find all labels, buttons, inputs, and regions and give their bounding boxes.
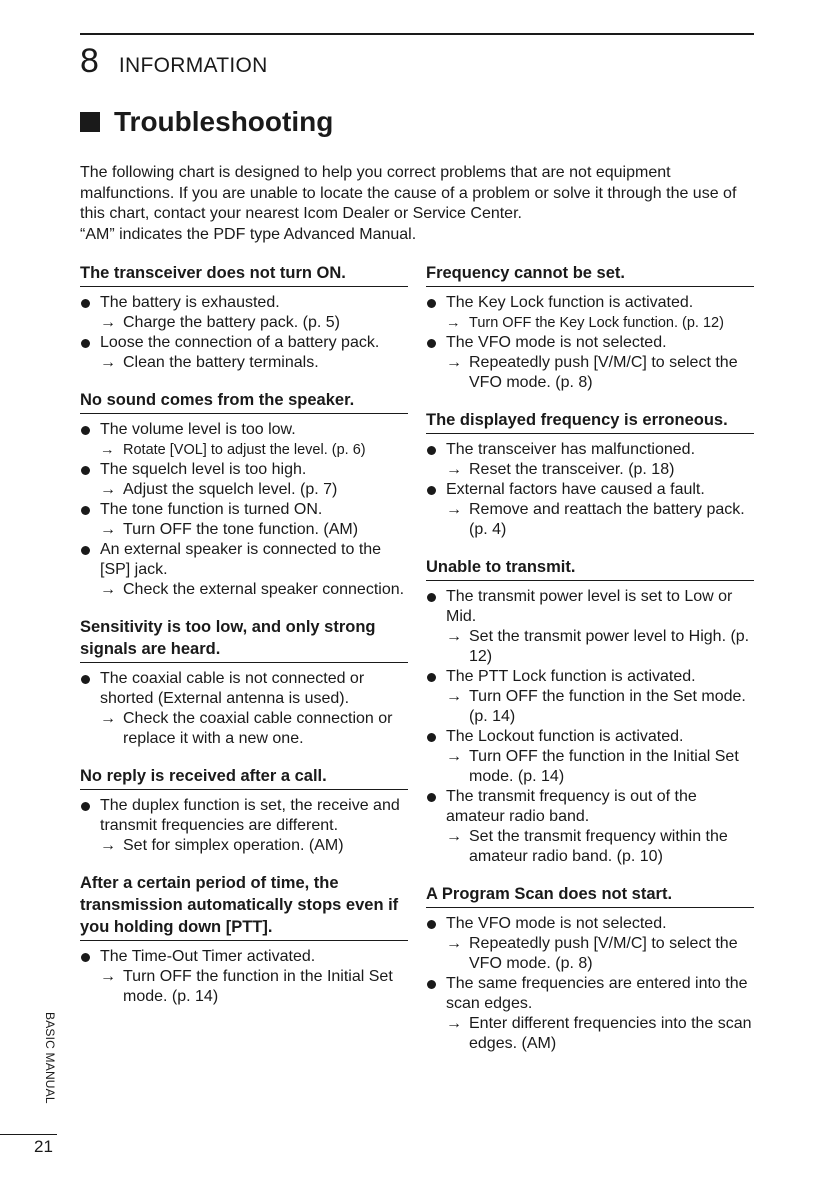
cause-item xyxy=(80,669,408,749)
chapter-number: 8 xyxy=(80,42,99,80)
remedy-text xyxy=(446,313,754,333)
cause-text: The Time-Out Timer activated. xyxy=(100,948,316,965)
cause-list xyxy=(426,440,754,540)
remedy-text xyxy=(446,353,754,393)
arrow-icon: → xyxy=(100,837,116,854)
page-number: 21 xyxy=(34,1137,53,1156)
remedy-label: Set the transmit power level to High. (p. 12) xyxy=(469,628,750,665)
cause-item xyxy=(80,333,408,373)
cause-list xyxy=(80,293,408,373)
issue-title: No reply is received after a call. xyxy=(80,765,408,790)
issue-title: After a certain period of time, the transmission automatically stops even if you holding down [PTT]. xyxy=(80,872,408,941)
cause-item xyxy=(80,540,408,600)
remedy-label: Turn OFF the tone function. (AM) xyxy=(123,521,359,538)
bullet-icon xyxy=(81,299,90,308)
issue-block xyxy=(426,409,754,540)
issue-title: The transceiver does not turn ON. xyxy=(80,262,408,287)
remedy-label: Reset the transceiver. (p. 18) xyxy=(469,461,675,478)
right-column xyxy=(426,262,754,1070)
cause-item xyxy=(426,587,754,667)
square-bullet-icon xyxy=(80,112,100,132)
cause-item xyxy=(80,293,408,333)
issue-block xyxy=(426,883,754,1054)
remedy-label: Adjust the squelch level. (p. 7) xyxy=(123,481,338,498)
cause-item xyxy=(426,787,754,867)
bullet-icon xyxy=(81,802,90,811)
bullet-icon xyxy=(81,506,90,515)
remedy-text xyxy=(100,580,408,600)
intro-note: “AM” indicates the PDF type Advanced Manual. xyxy=(80,225,417,243)
remedy-text xyxy=(446,934,754,974)
cause-text: External factors have caused a fault. xyxy=(446,481,705,498)
cause-list xyxy=(426,914,754,1054)
bullet-icon xyxy=(81,339,90,348)
cause-item xyxy=(80,420,408,460)
cause-text: The VFO mode is not selected. xyxy=(446,915,667,932)
bullet-icon xyxy=(81,953,90,962)
remedy-label: Set the transmit frequency within the amateur radio band. (p. 10) xyxy=(469,828,728,865)
remedy-text xyxy=(446,827,754,867)
bullet-icon xyxy=(427,486,436,495)
cause-item xyxy=(80,796,408,856)
cause-text: The transmit power level is set to Low or Mid. xyxy=(446,588,733,625)
remedy-label: Set for simplex operation. (AM) xyxy=(123,837,344,854)
bullet-icon xyxy=(427,446,436,455)
issue-title: Unable to transmit. xyxy=(426,556,754,581)
bullet-icon xyxy=(81,675,90,684)
bullet-icon xyxy=(427,339,436,348)
remedy-label: Rotate [VOL] to adjust the level. (p. 6) xyxy=(123,442,366,458)
remedy-label: Check the external speaker connection. xyxy=(123,581,405,598)
cause-item xyxy=(426,440,754,480)
remedy-text xyxy=(446,627,754,667)
cause-item xyxy=(426,480,754,540)
cause-item xyxy=(80,947,408,1007)
cause-list xyxy=(80,796,408,856)
chapter-header xyxy=(80,42,268,80)
remedy-text xyxy=(446,1014,754,1054)
cause-item xyxy=(426,974,754,1054)
issue-title: A Program Scan does not start. xyxy=(426,883,754,908)
intro-text xyxy=(80,163,760,245)
remedy-label: Turn OFF the Key Lock function. (p. 12) xyxy=(469,315,724,331)
arrow-icon: → xyxy=(100,442,115,458)
cause-list xyxy=(426,293,754,393)
remedy-label: Charge the battery pack. (p. 5) xyxy=(123,314,340,331)
cause-list xyxy=(426,587,754,867)
cause-text: The battery is exhausted. xyxy=(100,294,280,311)
arrow-icon: → xyxy=(100,581,116,598)
cause-text: The VFO mode is not selected. xyxy=(446,334,667,351)
cause-text: The PTT Lock function is activated. xyxy=(446,668,696,685)
cause-text: The Key Lock function is activated. xyxy=(446,294,694,311)
arrow-icon: → xyxy=(100,968,116,985)
remedy-label: Check the coaxial cable connection or replace it with a new one. xyxy=(123,710,393,747)
remedy-text xyxy=(446,687,754,727)
issue-block xyxy=(426,556,754,867)
cause-text: The coaxial cable is not connected or shorted (External antenna is used). xyxy=(100,670,365,707)
chapter-title: INFORMATION xyxy=(118,54,268,77)
cause-item xyxy=(80,460,408,500)
issue-block xyxy=(426,262,754,393)
bullet-icon xyxy=(81,426,90,435)
cause-text: The transceiver has malfunctioned. xyxy=(446,441,696,458)
cause-item xyxy=(426,333,754,393)
remedy-label: Repeatedly push [V/M/C] to select the VFO mode. (p. 8) xyxy=(469,935,738,972)
arrow-icon: → xyxy=(446,688,462,705)
remedy-label: Clean the battery terminals. xyxy=(123,354,319,371)
remedy-label: Turn OFF the function in the Set mode. (p. 14) xyxy=(469,688,746,725)
remedy-label: Repeatedly push [V/M/C] to select the VFO mode. (p. 8) xyxy=(469,354,738,391)
remedy-text xyxy=(100,440,408,460)
remedy-text xyxy=(100,480,408,500)
remedy-text xyxy=(100,836,408,856)
arrow-icon: → xyxy=(100,481,116,498)
remedy-label: Turn OFF the function in the Initial Set mode. (p. 14) xyxy=(123,968,393,1005)
cause-text: An external speaker is connected to the [SP] jack. xyxy=(100,541,382,578)
cause-text: The squelch level is too high. xyxy=(100,461,307,478)
remedy-text xyxy=(100,967,408,1007)
arrow-icon: → xyxy=(446,828,462,845)
remedy-label: Turn OFF the function in the Initial Set mode. (p. 14) xyxy=(469,748,739,785)
issue-title: Frequency cannot be set. xyxy=(426,262,754,287)
remedy-text xyxy=(100,520,408,540)
section-title-text: Troubleshooting xyxy=(114,106,334,137)
bullet-icon xyxy=(81,466,90,475)
cause-text: The transmit frequency is out of the amateur radio band. xyxy=(446,788,697,825)
arrow-icon: → xyxy=(100,354,116,371)
arrow-icon: → xyxy=(446,315,461,331)
issue-block xyxy=(80,262,408,373)
page-number-rule xyxy=(0,1134,57,1135)
intro-paragraph: The following chart is designed to help you correct problems that are not equipment malfunctions. If you are unable to locate the cause of a problem or solve it through the use of this chart, contact your nearest Icom Dealer or Service Center. xyxy=(80,164,737,222)
bullet-icon xyxy=(427,593,436,602)
arrow-icon: → xyxy=(446,354,462,371)
left-column xyxy=(80,262,408,1023)
remedy-text xyxy=(446,500,754,540)
remedy-text xyxy=(100,709,408,749)
issue-block xyxy=(80,872,408,1007)
cause-text: The same frequencies are entered into the scan edges. xyxy=(446,975,748,1012)
cause-text: The volume level is too low. xyxy=(100,421,296,438)
header-rule xyxy=(80,33,754,35)
arrow-icon: → xyxy=(446,748,462,765)
issue-block xyxy=(80,765,408,856)
cause-list xyxy=(80,420,408,600)
cause-item xyxy=(426,293,754,333)
remedy-label: Enter different frequencies into the scan edges. (AM) xyxy=(469,1015,752,1052)
cause-item xyxy=(426,914,754,974)
issue-block xyxy=(80,616,408,749)
issue-title: No sound comes from the speaker. xyxy=(80,389,408,414)
cause-list xyxy=(80,669,408,749)
bullet-icon xyxy=(427,980,436,989)
arrow-icon: → xyxy=(446,628,462,645)
cause-list xyxy=(80,947,408,1007)
bullet-icon xyxy=(427,673,436,682)
bullet-icon xyxy=(427,733,436,742)
cause-text: The duplex function is set, the receive and transmit frequencies are different. xyxy=(100,797,400,834)
remedy-label: Remove and reattach the battery pack. (p. 4) xyxy=(469,501,745,538)
remedy-text xyxy=(100,313,408,333)
bullet-icon xyxy=(427,920,436,929)
section-title xyxy=(80,106,333,138)
cause-item xyxy=(426,727,754,787)
bullet-icon xyxy=(427,299,436,308)
cause-text: The tone function is turned ON. xyxy=(100,501,323,518)
remedy-text xyxy=(446,460,754,480)
bullet-icon xyxy=(81,546,90,555)
side-label: BASIC MANUAL xyxy=(43,1012,57,1104)
issue-block xyxy=(80,389,408,600)
cause-text: Loose the connection of a battery pack. xyxy=(100,334,380,351)
bullet-icon xyxy=(427,793,436,802)
arrow-icon: → xyxy=(446,935,462,952)
issue-title: The displayed frequency is erroneous. xyxy=(426,409,754,434)
arrow-icon: → xyxy=(446,501,462,518)
arrow-icon: → xyxy=(446,1015,462,1032)
issue-title: Sensitivity is too low, and only strong signals are heard. xyxy=(80,616,408,663)
remedy-text xyxy=(100,353,408,373)
cause-item xyxy=(426,667,754,727)
cause-item xyxy=(80,500,408,540)
arrow-icon: → xyxy=(446,461,462,478)
arrow-icon: → xyxy=(100,314,116,331)
arrow-icon: → xyxy=(100,521,116,538)
arrow-icon: → xyxy=(100,710,116,727)
cause-text: The Lockout function is activated. xyxy=(446,728,684,745)
remedy-text xyxy=(446,747,754,787)
